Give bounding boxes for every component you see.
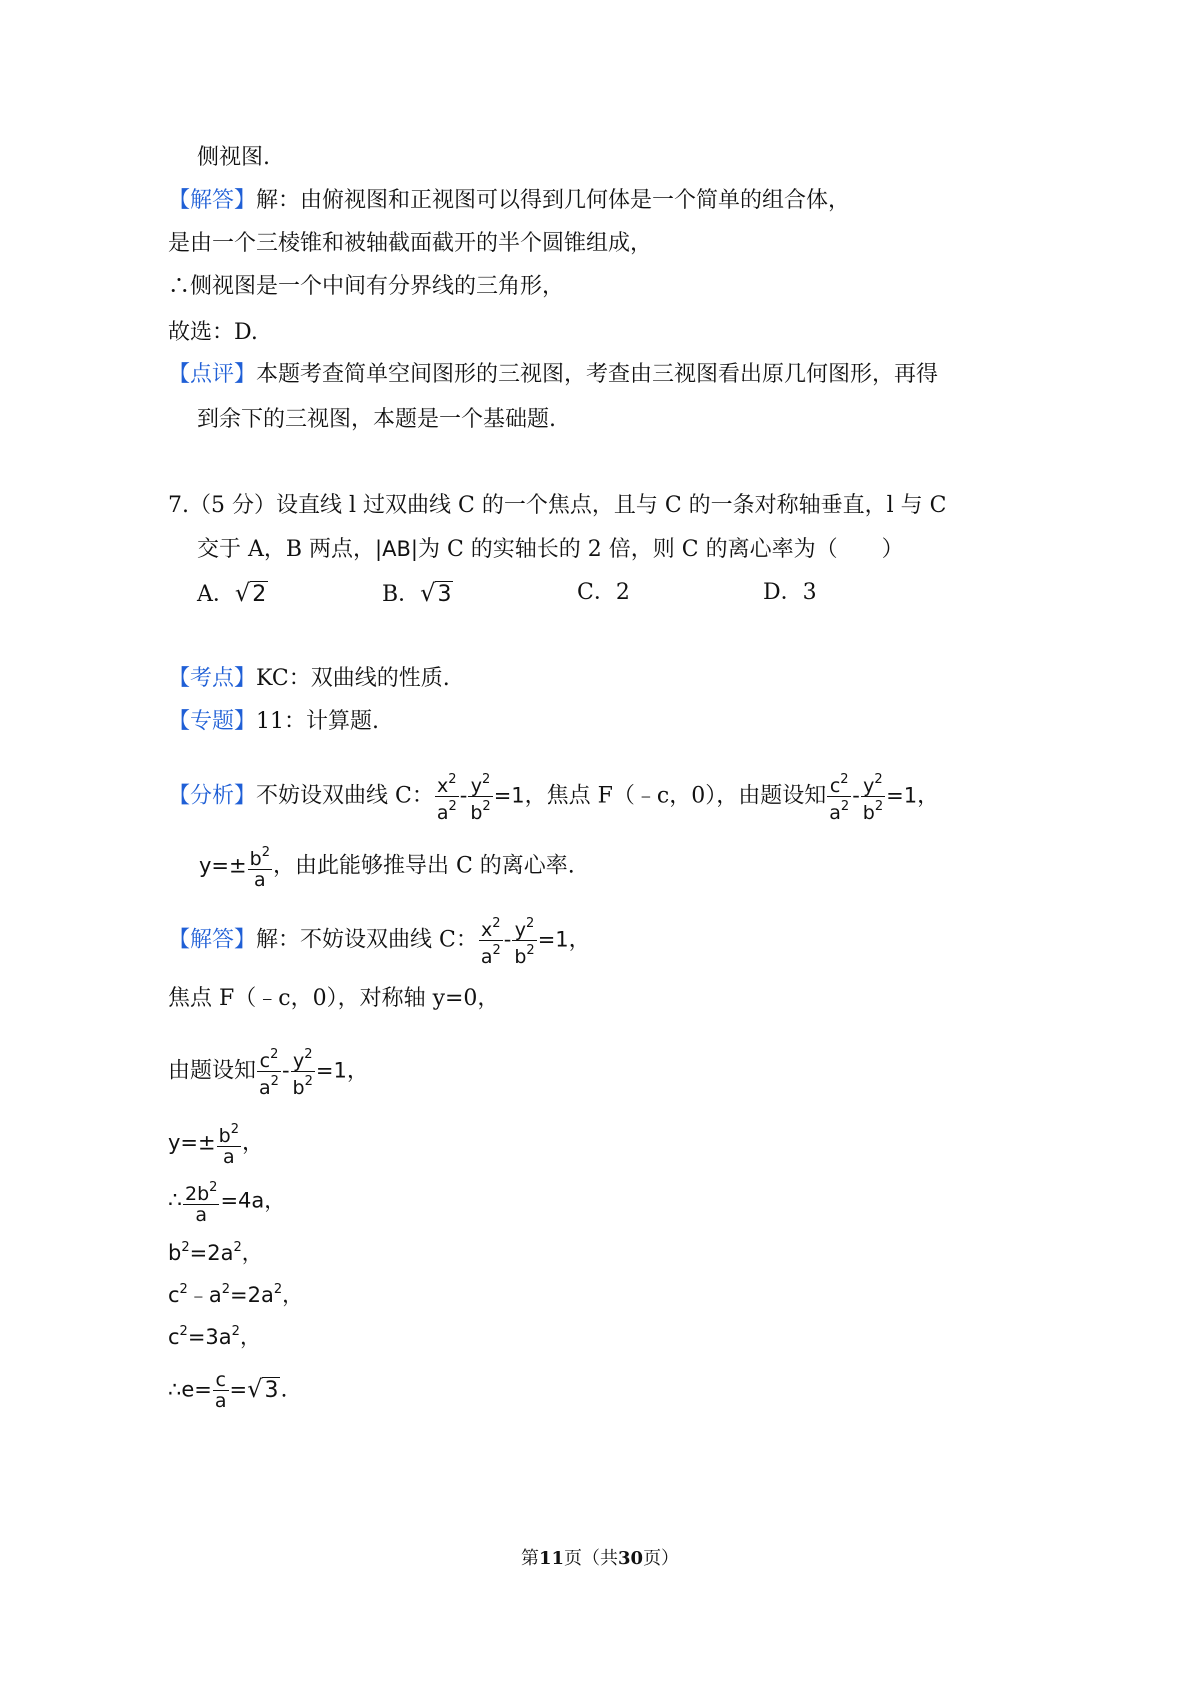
frac-b2-a: $\frac{b^2}{a}$ [249, 845, 270, 891]
sqrt-3-radicand: 3 [437, 582, 452, 607]
kaodian-text: KC：双曲线的性质. [256, 666, 450, 691]
answer-line-4: 故选：D. [168, 320, 258, 345]
frac-c2-a2: $\frac{c^2}{a^2}$ [259, 1047, 279, 1099]
option-b-label: B． [382, 582, 421, 607]
frac-c-a: $\frac{c}{a}$ [214, 1369, 227, 1412]
comma: ， [346, 1058, 369, 1084]
step-c2: $c^2=3a^2$， [168, 1324, 261, 1349]
kaodian-line [168, 664, 450, 694]
option-c: C．2 [577, 580, 630, 605]
sqrt-3: √3 [247, 1374, 279, 1403]
frac-c2-a2: $\frac{c^2}{a^2}$ [829, 772, 850, 824]
given-text: 由题设知 [168, 1058, 257, 1084]
zhuanti-line [168, 707, 379, 737]
comma: ， [917, 783, 940, 809]
step-b2: $b^2=2a^2$， [168, 1240, 263, 1265]
analysis-text-4: ，由此能够推导出 C 的离心率. [272, 853, 575, 879]
frac-y2-b2: $\frac{y^2}{b^2}$ [292, 1047, 313, 1099]
review-tag: 【点评】 [168, 362, 257, 387]
y-plus-minus: y=± [168, 1130, 216, 1155]
q7-stem-line-1: 7.（5 分）设直线 l 过双曲线 C 的一个焦点，且与 C 的一条对称轴垂直，l 与 C [168, 493, 947, 518]
q7-stem-2c: 为 C 的实轴长的 2 倍，则 C 的离心率为（ ） [417, 537, 904, 562]
frac-y2-b2: $\frac{y^2}{b^2}$ [862, 772, 884, 824]
comma: ， [568, 927, 591, 953]
therefore-symbol: ∴ [168, 1188, 182, 1214]
step-c2-minus-a2: $c^2﹣a^2=2a^2$， [168, 1282, 304, 1307]
minus-sign: - [503, 927, 512, 952]
analysis-line-1 [168, 770, 939, 823]
abs-ab: |AB| [375, 537, 418, 561]
analysis-tag: 【分析】 [168, 783, 257, 809]
solution-e-line [168, 1370, 287, 1411]
footer-middle: 页（共 [564, 1548, 618, 1569]
frac-y2-b2: $\frac{y^2}{b^2}$ [514, 916, 535, 968]
sqrt-2-radicand: 2 [252, 582, 267, 607]
equals-sign: = [229, 1377, 248, 1402]
equals-one: =1 [315, 1058, 347, 1083]
option-a [197, 578, 268, 610]
equals-one: =1 [886, 783, 918, 808]
y-plus-minus: y=± [199, 853, 247, 878]
frac-b2-a: $\frac{b^2}{a}$ [218, 1122, 239, 1168]
option-a-label: A． [197, 582, 235, 607]
side-view-text: 侧视图. [197, 145, 270, 170]
equals-one: =1 [537, 927, 569, 952]
minus-sign: - [459, 783, 468, 808]
kaodian-tag: 【考点】 [168, 666, 257, 691]
footer-suffix: 页） [643, 1548, 680, 1569]
q7-stem-2a: 交于 A，B 两点， [197, 537, 376, 562]
e-equals: ∴e= [168, 1377, 212, 1402]
equals-4a: =4a， [220, 1188, 286, 1213]
answer-line-3: ∴侧视图是一个中间有分界线的三角形， [168, 274, 565, 299]
solution-tag: 【解答】 [168, 927, 257, 953]
comma: ， [241, 1130, 264, 1156]
minus-sign: - [281, 1058, 290, 1083]
solution-text-1: 解：不妨设双曲线 C： [256, 927, 478, 953]
page-footer [0, 1544, 1200, 1570]
option-d: D．3 [763, 580, 817, 605]
frac-y2-b2: $\frac{y^2}{b^2}$ [470, 772, 491, 824]
q7-stem-line-2 [197, 534, 904, 565]
answer-line-2: 是由一个三棱锥和被轴截面截开的半个圆锥组成， [168, 231, 653, 256]
analysis-text-2: ，焦点 F（﹣c，0），由题设知 [524, 783, 827, 809]
page-number: 11 [538, 1548, 564, 1569]
option-b [382, 578, 453, 610]
frac-2b2-a: $\frac{2b^2}{a}$ [185, 1180, 218, 1226]
answer-line-1 [168, 186, 850, 216]
equals-one: =1 [493, 783, 525, 808]
sqrt-3: √3 [420, 579, 452, 607]
analysis-line-2 [199, 843, 575, 890]
solution-focus-line: 焦点 F（﹣c，0），对称轴 y=0， [168, 986, 500, 1011]
solution-y-line [168, 1120, 264, 1167]
period: . [280, 1377, 288, 1403]
footer-prefix: 第 [520, 1548, 539, 1569]
review-text-1: 本题考查简单空间图形的三视图，考查由三视图看出原几何图形，再得 [256, 362, 939, 387]
review-line-2: 到余下的三视图，本题是一个基础题. [197, 407, 556, 432]
frac-x2-a2: $\frac{x^2}{a^2}$ [436, 772, 457, 824]
zhuanti-tag: 【专题】 [168, 709, 257, 734]
answer-tag: 【解答】 [168, 188, 257, 213]
solution-given-line [168, 1045, 369, 1098]
frac-x2-a2: $\frac{x^2}{a^2}$ [480, 916, 501, 968]
answer-text-1: 解：由俯视图和正视图可以得到几何体是一个简单的组合体， [256, 188, 851, 213]
analysis-text-1: 不妨设双曲线 C： [256, 783, 434, 809]
solution-4a-line [168, 1178, 285, 1225]
page-total: 30 [618, 1548, 644, 1569]
solution-line-1 [168, 914, 591, 967]
minus-sign: - [852, 783, 860, 808]
sqrt-2: √2 [234, 579, 267, 607]
review-line-1 [168, 360, 938, 390]
zhuanti-text: 11：计算题. [256, 709, 380, 734]
